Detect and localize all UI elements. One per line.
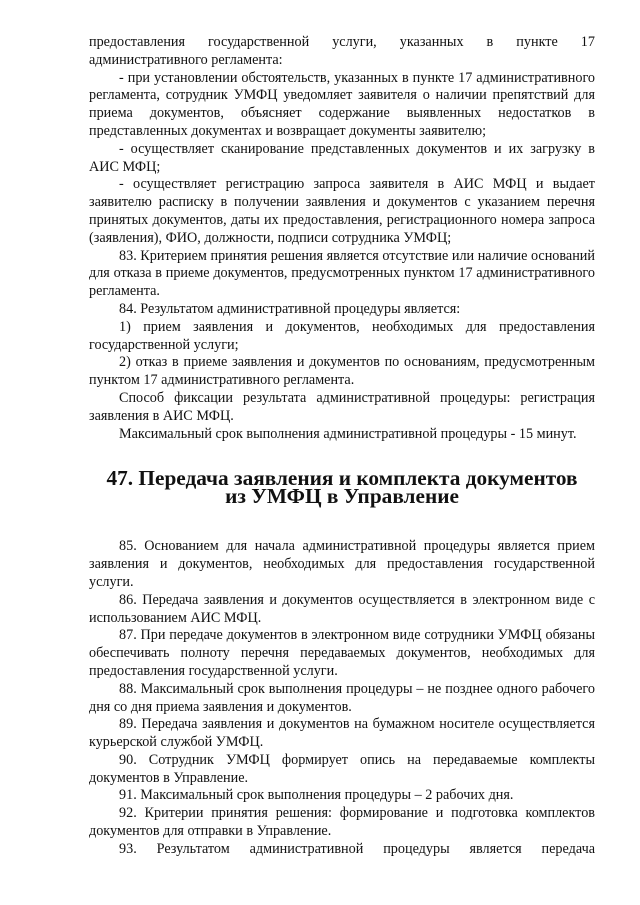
- section-heading: [89, 466, 595, 509]
- paragraph: 88. Максимальный срок выполнения процедуры – не позднее одного рабочего дня со дня приема заявления и документов.: [89, 680, 595, 715]
- paragraph: 84. Результатом административной процедуры является:: [119, 300, 461, 317]
- paragraph: 92. Критерии принятия решения: формирование и подготовка комплектов документов для отправки в Управление.: [89, 805, 595, 840]
- paragraph: 86. Передача заявления и документов осуществляется в электронном виде с использованием АИС МФЦ.: [89, 591, 595, 626]
- paragraph: 83. Критерием принятия решения является отсутствие или наличие оснований для отказа в приеме документов, предусмотренных пунктом 17 административного регламента.: [89, 247, 595, 300]
- paragraph: 90. Сотрудник УМФЦ формирует опись на передаваемые комплекты документов в Управление.: [89, 751, 595, 786]
- section-heading-line-2: из УМФЦ в Управление: [225, 484, 459, 509]
- section-intro-paragraphs: [89, 34, 595, 443]
- paragraph: 87. При передаче документов в электронном виде сотрудники УМФЦ обязаны обеспечивать полноту перечня передаваемых документов, необходимых для предоставления государственной услуги.: [89, 627, 595, 679]
- paragraph: - при установлении обстоятельств, указанных в пункте 17 административного регламента, сотрудник УМФЦ уведомляет заявителя о наличии препятствий для приема документов, объясняет содержание выявленных недостатков в представленных документах и возвращает документы заявителю;: [89, 69, 595, 139]
- paragraph: 1) прием заявления и документов, необходимых для предоставления государственной услуги;: [89, 318, 595, 353]
- paragraph: 85. Основанием для начала административной процедуры является прием заявления и документов, необходимых для предоставления государственной услуги.: [89, 538, 595, 590]
- paragraph: предоставления государственной услуги, указанных в пункте 17 административного регламента:: [89, 34, 595, 68]
- paragraph: 2) отказ в приеме заявления и документов по основаниям, предусмотренным пунктом 17 административного регламента.: [89, 354, 595, 389]
- section-47-paragraphs: [89, 538, 595, 858]
- paragraph: 91. Максимальный срок выполнения процедуры – 2 рабочих дня.: [119, 787, 514, 804]
- paragraph: 93. Результатом административной процедуры является передача: [119, 840, 595, 857]
- section-heading-line-1: 47. Передача заявления и комплекта документов: [106, 466, 578, 491]
- paragraph: - осуществляет регистрацию запроса заявителя в АИС МФЦ и выдает заявителю расписку в получении заявления и документов с указанием перечня принятых документов, даты их предоставления, регистрационного номера запроса (заявления), ФИО, должности, подписи сотрудника УМФЦ;: [89, 176, 595, 246]
- paragraph: Способ фиксации результата административной процедуры: регистрация заявления в АИС МФЦ.: [89, 389, 595, 424]
- paragraph: - осуществляет сканирование представленных документов и их загрузку в АИС МФЦ;: [89, 140, 595, 175]
- document-page: [89, 34, 595, 859]
- spacer: [89, 505, 595, 538]
- paragraph: 89. Передача заявления и документов на бумажном носителе осуществляется курьерской службой УМФЦ.: [89, 716, 595, 751]
- paragraph: Максимальный срок выполнения административной процедуры - 15 минут.: [119, 425, 577, 442]
